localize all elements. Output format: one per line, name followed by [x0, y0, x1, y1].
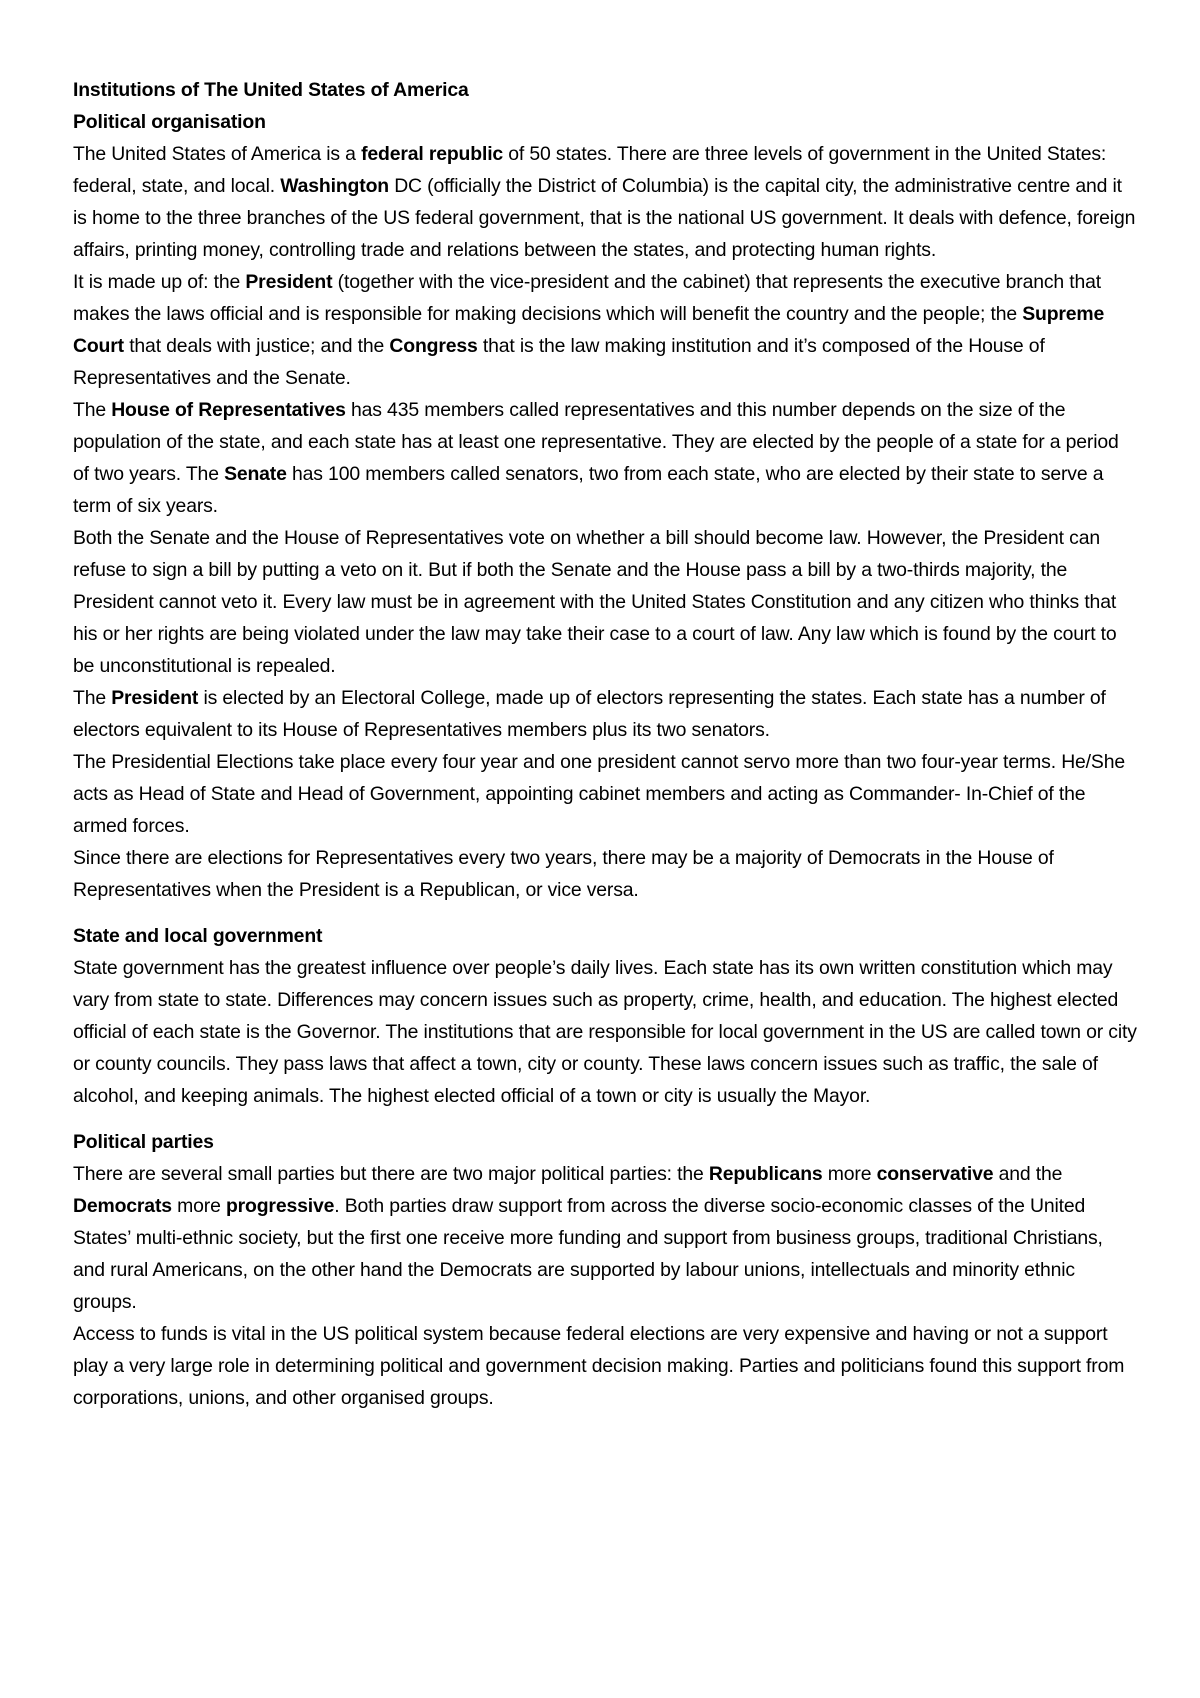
text-run: more	[171, 1195, 226, 1217]
text-run: Access to funds is vital in the US political system because federal elections are very expensive and having or not a support play a very large role in determining political and government decision making. Parties and politicians found this support from corporations, unions, and other organised groups.	[73, 1323, 1125, 1409]
text-run: . Both parties draw support from across the diverse socio-economic classes of the United States’ multi-ethnic society, but the first one receive more funding and support from business groups, traditional Christians, and rural Americans, on the other hand the Democrats are supported by labour unions, intellectuals and minority ethnic groups.	[73, 1195, 1103, 1313]
text-run: Both the Senate and the House of Representatives vote on whether a bill should become law. However, the President can refuse to sign a bill by putting a veto on it. But if both the Senate and the House pass a bill by a two-thirds majority, the President cannot veto it. Every law must be in agreement with the United States Constitution and any citizen who thinks that his or her rights are being violated under the law may take their case to a court of law. Any law which is found by the court to be unconstitutional is repealed.	[73, 527, 1117, 677]
text-run: that deals with justice; and the	[123, 335, 390, 357]
text-run: Since there are elections for Representatives every two years, there may be a majority of Democrats in the House of Representatives when the President is a Republican, or vice versa.	[73, 847, 1054, 901]
paragraph	[73, 1158, 1137, 1318]
bold-run: Senate	[224, 463, 287, 485]
text-run: DC (officially the District of Columbia) is the capital city, the administrative centre and it is home to the three branches of the US federal government, that is the national US government. It deals with defence, foreign affairs, printing money, controlling trade and relations between the states, and protecting human rights.	[73, 175, 1136, 261]
bold-run: conservative	[876, 1163, 994, 1185]
document-title	[73, 74, 1137, 106]
bold-run: President	[111, 687, 199, 709]
text-run: more	[822, 1163, 877, 1185]
text-run: has 435 members called representatives and this number depends on the size of the population of the state, and each state has at least one representative. They are elected by the people of a state for a period of two years. The	[73, 399, 1119, 485]
section-heading-text: Political parties	[73, 1131, 214, 1153]
text-run: is elected by an Electoral College, made up of electors representing the states. Each state has a number of electors equivalent to its House of Representatives members plus its two senators.	[73, 687, 1106, 741]
document-page	[73, 74, 1137, 1414]
text-run: of 50 states. There are three levels of government in the United States: federal, state, and local.	[73, 143, 1107, 197]
section-heading	[73, 106, 1137, 138]
bold-run: federal republic	[361, 143, 504, 165]
text-run: (together with the vice-president and the cabinet) that represents the executive branch that makes the laws official and is responsible for making decisions which will benefit the country and the people; the	[73, 271, 1102, 325]
bold-run: President	[245, 271, 333, 293]
paragraph	[73, 138, 1137, 266]
bold-run: Supreme Court	[73, 303, 1105, 357]
bold-run: Congress	[389, 335, 478, 357]
text-run: There are several small parties but there are two major political parties: the	[73, 1163, 709, 1185]
bold-run: progressive	[225, 1195, 335, 1217]
paragraph	[73, 682, 1137, 746]
paragraph	[73, 952, 1137, 1112]
section-heading-text: State and local government	[73, 925, 323, 947]
bold-run: Democrats	[73, 1195, 172, 1217]
text-run: The United States of America is a	[73, 143, 362, 165]
text-run: The	[73, 687, 112, 709]
paragraph	[73, 522, 1137, 682]
text-run: It is made up of: the	[73, 271, 246, 293]
section-heading	[73, 920, 1137, 952]
paragraph	[73, 746, 1137, 842]
section-heading-text: Political organisation	[73, 111, 266, 133]
paragraph	[73, 1318, 1137, 1414]
document-title-text: Institutions of The United States of America	[73, 79, 469, 101]
text-run: has 100 members called senators, two from each state, who are elected by their state to serve a term of six years.	[73, 463, 1104, 517]
bold-run: Washington	[280, 175, 389, 197]
bold-run: House of Representatives	[111, 399, 346, 421]
paragraph	[73, 842, 1137, 906]
section-heading	[73, 1126, 1137, 1158]
bold-run: Republicans	[708, 1163, 823, 1185]
paragraph	[73, 266, 1137, 394]
text-run: that is the law making institution and it’s composed of the House of Representatives and the Senate.	[73, 335, 1045, 389]
text-run: The	[73, 399, 112, 421]
paragraph	[73, 394, 1137, 522]
text-run: State government has the greatest influence over people’s daily lives. Each state has its own written constitution which may vary from state to state. Differences may concern issues such as property, crime, health, and education. The highest elected official of each state is the Governor. The institutions that are responsible for local government in the US are called town or city or county councils. They pass laws that affect a town, city or county. These laws concern issues such as traffic, the sale of alcohol, and keeping animals. The highest elected official of a town or city is usually the Mayor.	[73, 957, 1137, 1107]
text-run: The Presidential Elections take place every four year and one president cannot servo more than two four-year terms. He/She acts as Head of State and Head of Government, appointing cabinet members and acting as Commander- In-Chief of the armed forces.	[73, 751, 1125, 837]
text-run: and the	[993, 1163, 1063, 1185]
